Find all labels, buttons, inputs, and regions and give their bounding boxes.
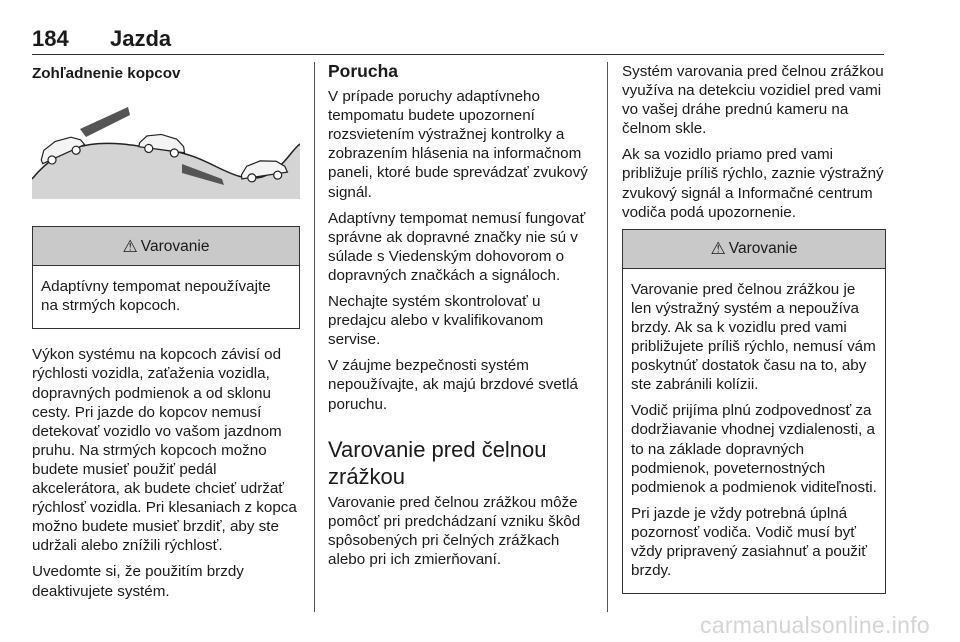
warning-body bbox=[33, 266, 299, 328]
warning-header bbox=[33, 227, 299, 266]
warning-text: Adaptívny tempomat nepoužívajte na strmých kopcoch. bbox=[41, 278, 271, 315]
warning-text: Pri jazde je vždy potrebná úplná pozornosť vodiča. Vodič musí byť vždy pripravený zasiahnuť a použiť brzdy. bbox=[631, 504, 867, 580]
warning-text: Vodič prijíma plnú zodpovednosť za dodržiavanie vhodnej vzdialenosti, a to na základe dopravných podmienok, poveternostných podmienok a podmienok viditeľnosti. bbox=[631, 402, 877, 496]
paragraph: Adaptívny tempomat nemusí fungovať správne ak dopravné značky nie sú v súlade s Viedenským dohovorom o dopravných značkách a signáloch. bbox=[328, 209, 586, 284]
section-title: Jazda bbox=[110, 26, 172, 51]
column-middle bbox=[328, 62, 594, 576]
warning-header bbox=[623, 230, 885, 269]
column-divider bbox=[314, 62, 315, 612]
paragraph: Nechajte systém skontrolovať u predajcu alebo v kvalifikovanom servise. bbox=[328, 293, 544, 349]
watermark: carmanualsonline.info bbox=[699, 612, 930, 638]
warning-text: Varovanie pred čelnou zrážkou je len výstražný systém a nepoužíva brzdy. Ak sa k vozidlu pred vami približujete príliš rýchlo, nemusí vám poskytnúť dostatok času na to, aby ste zabránili kolízii. bbox=[631, 280, 876, 394]
warning-triangle-icon: ⚠ bbox=[122, 236, 138, 256]
heading-malfunction: Porucha bbox=[328, 61, 399, 81]
subheading-hills: Zohľadnenie kopcov bbox=[32, 65, 181, 82]
hill-cars-illustration bbox=[32, 89, 300, 199]
warning-box-hills bbox=[32, 226, 300, 329]
page-number: 184 bbox=[32, 26, 69, 51]
paragraph: Uvedomte si, že použitím brzdy deaktivujete systém. bbox=[32, 563, 244, 600]
warning-body bbox=[623, 269, 885, 593]
warning-box-collision bbox=[622, 229, 886, 594]
paragraph: Výkon systému na kopcoch závisí od rýchlosti vozidla, zaťaženia vozidla, dopravných podmienok a od sklonu cesty. Pri jazde do kopcov nemusí detekovať vozidlo vo vašom jazdnom pruhu. Na strmých kopcoch možno budete musieť použiť pedál akcelerátora, ak budete chcieť udržať rýchlosť vozidla. Pri klesaniach z kopca možno budete musieť brzdiť, aby ste udržali alebo znížili rýchlosť. bbox=[32, 346, 297, 555]
column-left bbox=[32, 62, 300, 608]
column-divider bbox=[607, 62, 608, 612]
warning-triangle-icon: ⚠ bbox=[710, 239, 726, 259]
paragraph: Varovanie pred čelnou zrážkou môže pomôcť pri predchádzaní vzniku škôd spôsobených pri čelných zrážkach alebo pri ich zmierňovaní. bbox=[328, 493, 581, 568]
paragraph: Systém varovania pred čelnou zrážkou využíva na detekciu vozidiel pred vami vo vašej dráhe prednú kameru na čelnom skle. bbox=[622, 63, 884, 138]
paragraph: Ak sa vozidlo priamo pred vami približuje príliš rýchlo, zaznie výstražný zvukový signál a Informačné centrum vodiča podá upozornenie. bbox=[622, 146, 884, 221]
warning-title: Varovanie bbox=[728, 240, 798, 258]
page-header bbox=[32, 24, 884, 55]
paragraph: V záujme bezpečnosti systém nepoužívajte, ak majú brzdové svetlá poruchu. bbox=[328, 357, 578, 413]
column-right bbox=[622, 62, 886, 594]
warning-title: Varovanie bbox=[140, 237, 210, 255]
paragraph: V prípade poruchy adaptívneho tempomatu budete upozornení rozsvietením výstražnej kontrolky a zobrazením hlásenia na informačnom paneli, ktoré bude sprevádzať zvukový signál. bbox=[328, 88, 588, 201]
heading-collision-warning: Varovanie pred čelnou zrážkou bbox=[328, 436, 547, 489]
